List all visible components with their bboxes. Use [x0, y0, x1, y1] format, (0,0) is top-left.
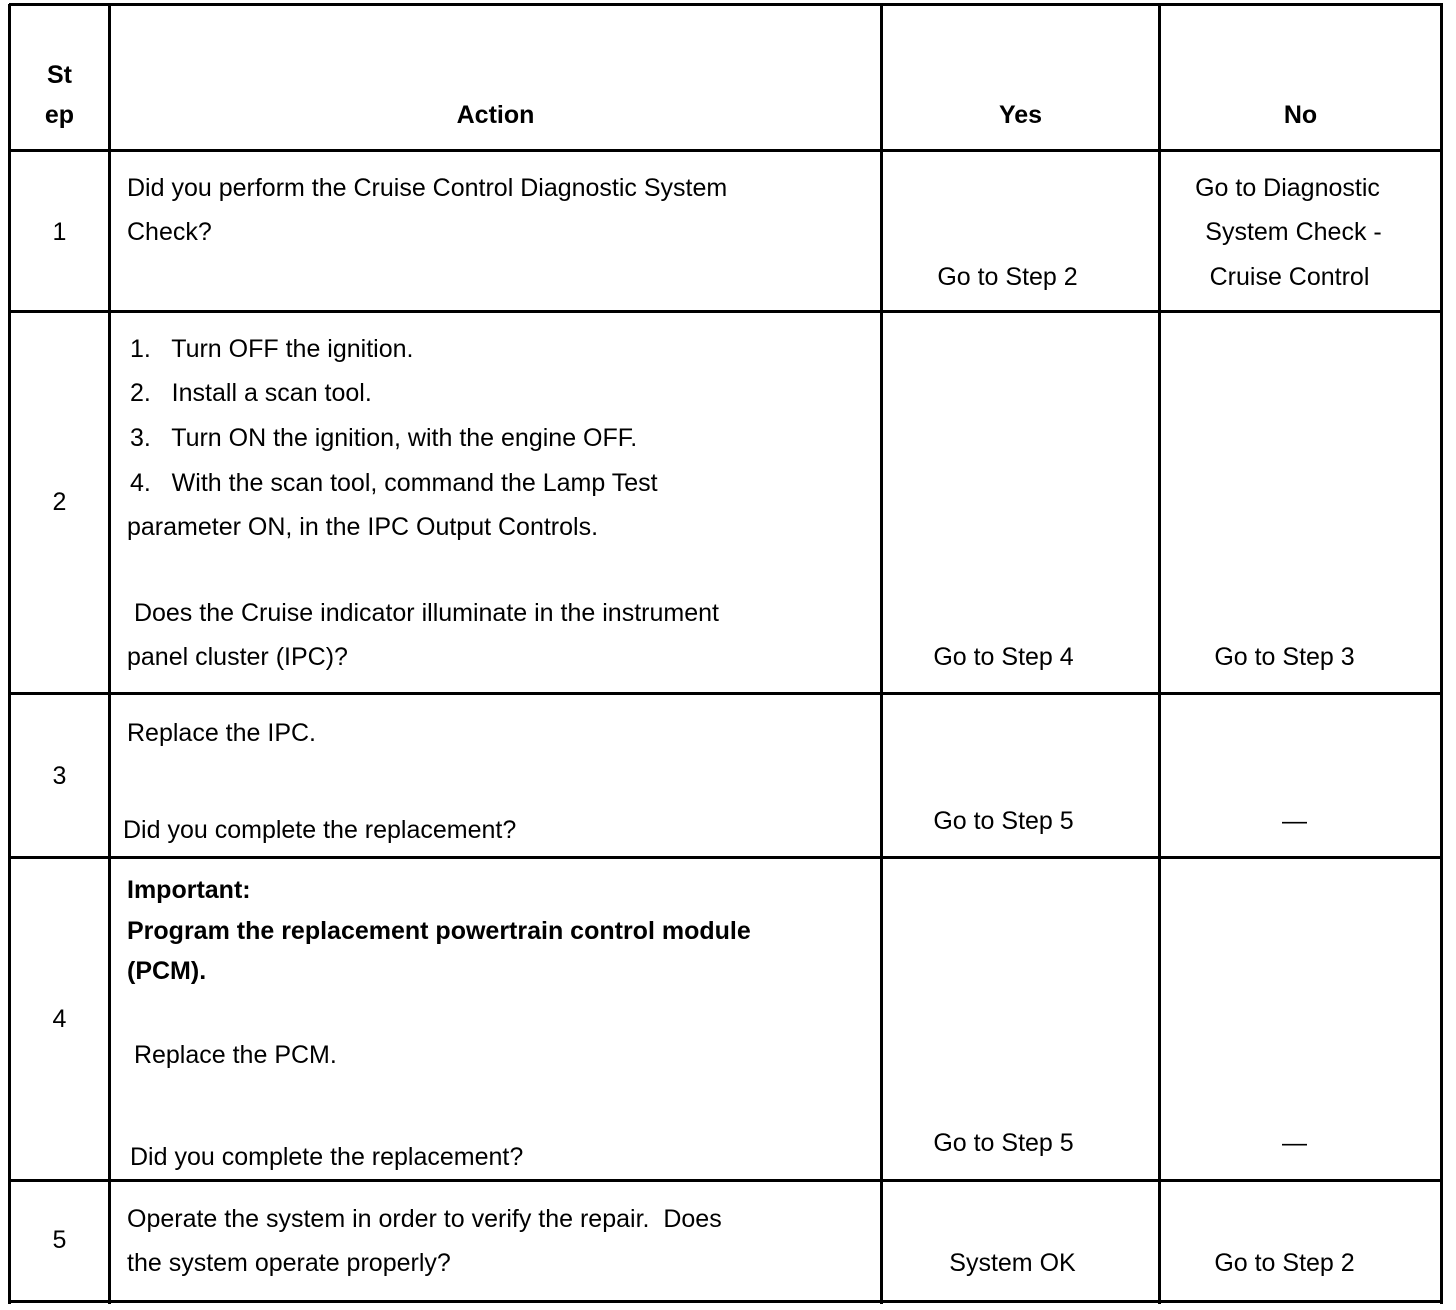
header-action: Action: [456, 101, 535, 129]
row-2-action-line: 2. Install a scan tool.: [130, 379, 372, 407]
table-rule: [9, 692, 1443, 695]
row-3-action-line: Replace the IPC.: [127, 719, 316, 747]
row-2-action-line: parameter ON, in the IPC Output Controls.: [127, 513, 599, 541]
row-4-no: —: [1282, 1129, 1307, 1157]
row-1-no-line: Go to Diagnostic: [1195, 174, 1380, 202]
row-4-action-line: Replace the PCM.: [127, 1041, 337, 1069]
header-no: No: [1283, 101, 1318, 129]
row-4-important-line: Important:: [127, 876, 251, 904]
row-5-no: Go to Step 2: [1214, 1249, 1355, 1277]
row-5-yes: System OK: [949, 1249, 1076, 1277]
row-5-step: 5: [52, 1226, 67, 1254]
row-2-action-line: 4. With the scan tool, command the Lamp Test: [130, 469, 658, 497]
row-1-action-line: Check?: [127, 218, 212, 246]
header-yes: Yes: [998, 101, 1043, 129]
row-1-action-line: Did you perform the Cruise Control Diagnostic System: [127, 174, 728, 202]
row-4-action-line: Did you complete the replacement?: [130, 1143, 524, 1171]
row-1-step: 1: [52, 218, 67, 246]
row-5-action-line: the system operate properly?: [127, 1249, 451, 1277]
table-rule: [8, 4, 11, 1304]
row-2-action-line: 3. Turn ON the ignition, with the engine OFF.: [130, 424, 638, 452]
row-4-important-line: (PCM).: [127, 957, 207, 985]
row-4-yes: Go to Step 5: [933, 1129, 1074, 1157]
row-2-step: 2: [52, 488, 67, 516]
row-3-yes: Go to Step 5: [933, 807, 1074, 835]
table-rule: [9, 310, 1443, 313]
table-rule: [9, 1300, 1443, 1303]
row-3-no: —: [1282, 807, 1307, 835]
row-2-action-line: panel cluster (IPC)?: [127, 643, 348, 671]
row-1-no-line: System Check -: [1205, 218, 1382, 246]
header-step: St ep: [44, 61, 75, 129]
table-rule: [108, 4, 111, 1304]
row-3-step: 3: [52, 762, 67, 790]
row-2-no: Go to Step 3: [1214, 643, 1355, 671]
row-1-no-line: Cruise Control: [1209, 263, 1370, 291]
row-1-yes: Go to Step 2: [937, 263, 1078, 291]
row-2-action-line: 1. Turn OFF the ignition.: [130, 335, 414, 363]
table-rule: [1440, 4, 1443, 1304]
table-rule: [9, 856, 1443, 859]
row-5-action-line: Operate the system in order to verify the repair. Does: [127, 1205, 722, 1233]
table-rule: [9, 3, 1443, 6]
row-2-action-line: Does the Cruise indicator illuminate in the instrument: [127, 599, 719, 627]
row-2-yes: Go to Step 4: [933, 643, 1074, 671]
row-3-action-line: Did you complete the replacement?: [123, 816, 517, 844]
row-4-step: 4: [52, 1005, 67, 1033]
row-4-important-line: Program the replacement powertrain control module: [127, 917, 751, 945]
table-rule: [9, 149, 1443, 152]
